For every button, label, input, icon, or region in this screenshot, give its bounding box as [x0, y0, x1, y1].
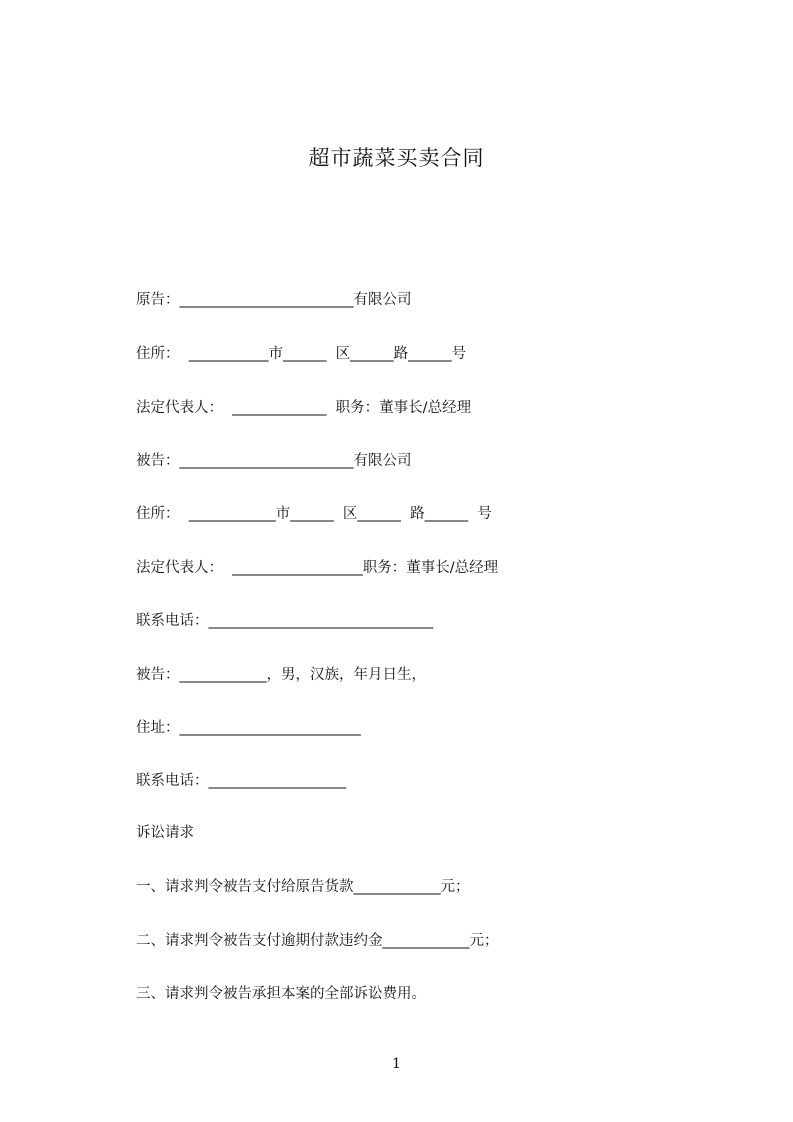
- plaintiff-line: 原告：________________________有限公司: [136, 292, 412, 308]
- document-title: 超市蔬菜买卖合同: [308, 146, 485, 170]
- second-defendant-address-line: 住址：_________________________: [136, 720, 361, 736]
- claim-item-1: 一、请求判令被告支付给原告货款____________元；: [136, 879, 470, 895]
- claim-item-3: 三、请求判令被告承担本案的全部诉讼费用。: [136, 986, 426, 1002]
- page-number: 1: [392, 1056, 401, 1072]
- claims-heading: 诉讼请求: [136, 825, 194, 841]
- defendant-representative-line: 法定代表人： __________________职务：董事长/总经理: [136, 560, 499, 576]
- second-defendant-line: 被告：____________，男，汉族，年月日生，: [136, 667, 426, 683]
- defendant-line: 被告：________________________有限公司: [136, 453, 412, 469]
- defendant-phone-line: 联系电话：_______________________________: [136, 613, 434, 629]
- plaintiff-address-line: 住所： ___________市______ 区______路______号: [136, 346, 467, 362]
- second-defendant-phone-line: 联系电话：___________________: [136, 773, 347, 789]
- plaintiff-representative-line: 法定代表人： _____________ 职务：董事长/总经理: [136, 400, 472, 416]
- claim-item-2: 二、请求判令被告支付逾期付款违约金____________元；: [136, 933, 499, 949]
- defendant-address-line: 住所： ____________市______ 区______ 路______ 号: [136, 506, 492, 522]
